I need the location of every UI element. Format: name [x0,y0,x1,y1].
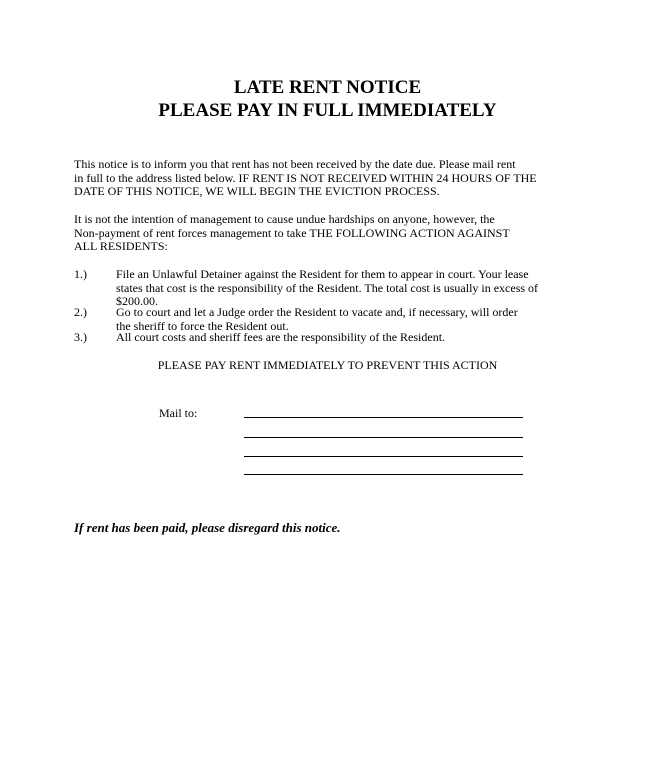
disregard-notice: If rent has been paid, please disregard this notice. [74,520,341,535]
action-number: 1.) [74,267,87,281]
notice-title: LATE RENT NOTICE [233,77,422,98]
action-line: All court costs and sheriff fees are the responsibility of the Resident. [116,330,446,344]
action-line: the sheriff to force the Resident out. [116,318,289,333]
call-to-action: PLEASE PAY RENT IMMEDIATELY TO PREVENT THIS ACTION [157,358,498,372]
address-line[interactable] [244,456,523,457]
intro-line: DATE OF THIS NOTICE, WE WILL BEGIN THE EVICTION PROCESS. [74,184,440,198]
action-line: states that cost is the responsibility of the Resident. The total cost is usually in excess of [116,280,539,295]
address-line[interactable] [244,437,523,438]
action-text [116,331,586,345]
address-line[interactable] [244,474,523,475]
action-number: 3.) [74,330,87,344]
intro-paragraph [74,158,584,199]
management-line: It is not the intention of management to cause undue hardships on anyone, however, the [74,212,495,226]
mail-to-label: Mail to: [159,406,198,420]
action-line: $200.00. [116,294,158,308]
action-number: 2.) [74,305,87,319]
action-line: File an Unlawful Detainer against the Resident for them to appear in court. Your lease [116,267,529,281]
management-line: ALL RESIDENTS: [74,239,168,253]
address-line[interactable] [244,417,523,418]
action-text [116,306,586,333]
management-line: Non-payment of rent forces management to take THE FOLLOWING ACTION AGAINST [74,225,510,240]
action-text [116,268,586,309]
intro-line: in full to the address listed below. IF RENT IS NOT RECEIVED WITHIN 24 HOURS OF THE [74,170,537,185]
management-paragraph [74,213,584,254]
intro-line: This notice is to inform you that rent has not been received by the date due. Please mail rent [74,157,516,171]
action-line: Go to court and let a Judge order the Resident to vacate and, if necessary, will order [116,305,518,319]
notice-subtitle: PLEASE PAY IN FULL IMMEDIATELY [158,100,497,121]
